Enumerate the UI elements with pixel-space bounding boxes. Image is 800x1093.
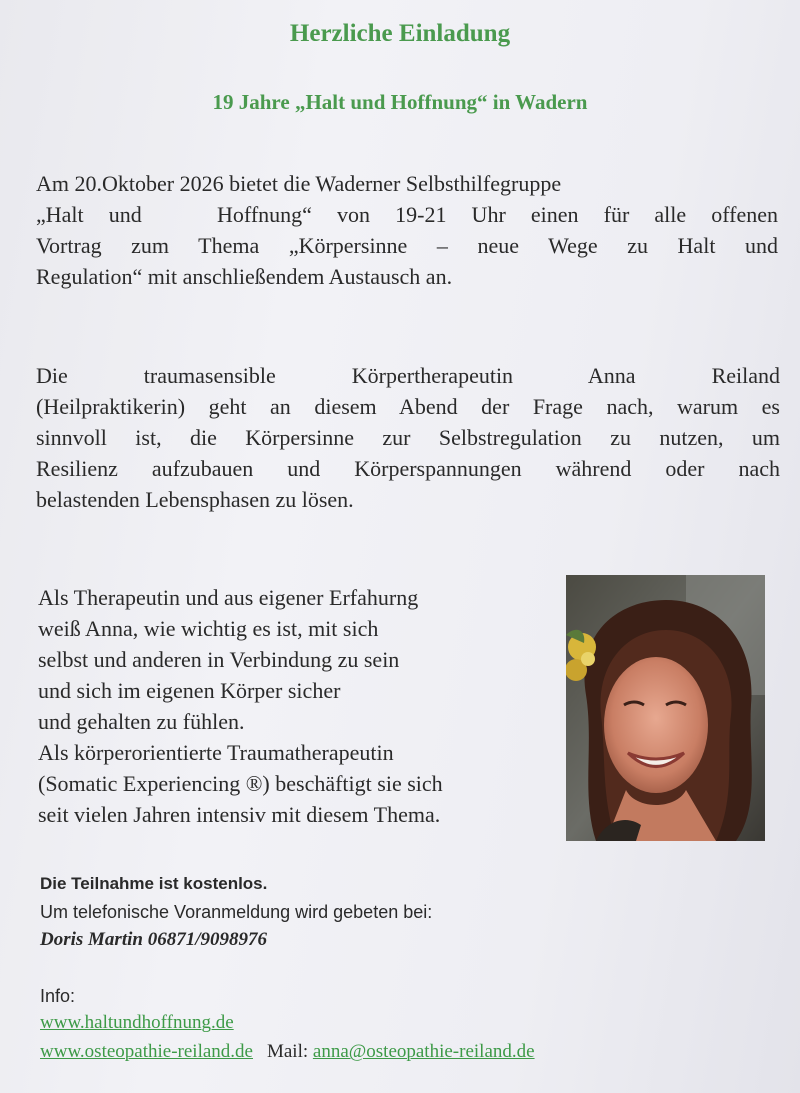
speaker-line: Die traumasensible Körpertherapeutin Anna Reiland — [36, 363, 780, 388]
page-subtitle: 19 Jahre „Halt und Hoffnung“ in Wadern — [212, 90, 588, 114]
website-link-haltundhoffnung[interactable]: www.haltundhoffnung.de — [40, 1012, 234, 1033]
speaker-line: belastenden Lebensphasen zu lösen. — [36, 487, 354, 512]
registration-request: Um telefonische Voranmeldung wird gebeten bei: — [40, 902, 433, 922]
website-link-osteopathie[interactable]: www.osteopathie-reiland.de — [40, 1041, 253, 1062]
bio-line: Als Therapeutin und aus eigener Erfahurng — [38, 585, 419, 610]
contact-name-phone: Doris Martin 06871/9098976 — [40, 929, 267, 950]
bio-line: weiß Anna, wie wichtig es ist, mit sich — [38, 616, 379, 641]
portrait-photo — [566, 575, 765, 841]
bio-line: und sich im eigenen Körper sicher — [38, 678, 341, 703]
intro-line: Regulation“ mit anschließendem Austausch an. — [36, 264, 453, 289]
intro-paragraph — [36, 168, 778, 292]
speaker-line: (Heilpraktikerin) geht an diesem Abend der Frage nach, warum es — [36, 394, 780, 419]
bio-line: seit vielen Jahren intensiv mit diesem Thema. — [38, 802, 441, 827]
free-participation-note: Die Teilnahme ist kostenlos. — [40, 874, 268, 893]
bio-line: und gehalten zu fühlen. — [38, 709, 245, 734]
info-links-row-1 — [40, 1009, 234, 1037]
bio-paragraph — [38, 582, 558, 830]
intro-line: Vortrag zum Thema „Körpersinne – neue Wege zu Halt und — [36, 233, 778, 258]
intro-line: Am 20.Oktober 2026 bietet die Waderner Selbsthilfegruppe — [36, 171, 562, 196]
mail-label: Mail: — [266, 1041, 309, 1062]
bio-line: Als körperorientierte Traumatherapeutin — [38, 740, 394, 765]
intro-line: „Halt und Hoffnung“ von 19-21 Uhr einen für alle offenen — [36, 202, 778, 227]
speaker-line: Resilienz aufzubauen und Körperspannungen während oder nach — [36, 456, 780, 481]
email-link[interactable]: anna@osteopathie-reiland.de — [312, 1041, 535, 1062]
page-title: Herzliche Einladung — [289, 20, 511, 47]
info-links-row-2 — [40, 1038, 535, 1066]
info-label: Info: — [40, 986, 76, 1006]
bio-line: (Somatic Experiencing ®) beschäftigt sie sich — [38, 771, 443, 796]
speaker-line: sinnvoll ist, die Körpersinne zur Selbstregulation zu nutzen, um — [36, 425, 780, 450]
speaker-paragraph — [36, 360, 780, 515]
bio-line: selbst und anderen in Verbindung zu sein — [38, 647, 400, 672]
